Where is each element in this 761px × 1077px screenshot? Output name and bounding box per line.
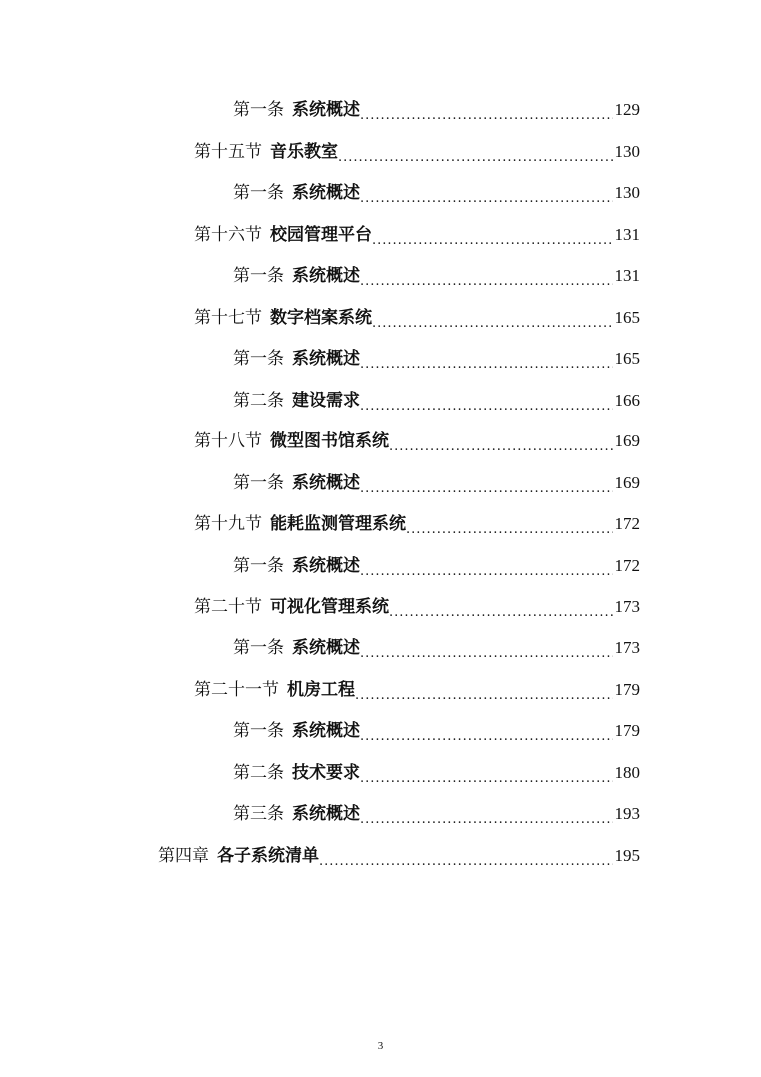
toc-entry-page: 130 xyxy=(614,142,640,161)
dot-leader xyxy=(355,677,613,703)
dot-leader xyxy=(360,635,613,661)
toc-entry[interactable] xyxy=(233,470,640,496)
toc-entry-page: 173 xyxy=(614,597,640,616)
toc-entry-number: 第一条 xyxy=(233,100,284,120)
toc-entry-number: 第十六节 xyxy=(194,225,262,245)
toc-entry-title: 系统概述 xyxy=(292,638,360,658)
toc-entry[interactable] xyxy=(233,346,640,372)
toc-entry-title: 微型图书馆系统 xyxy=(270,431,389,451)
toc-entry-title: 系统概述 xyxy=(292,473,360,493)
toc-entry-title: 机房工程 xyxy=(287,680,355,700)
toc-entry-page: 173 xyxy=(614,638,640,657)
toc-entry[interactable] xyxy=(233,718,640,744)
toc-entry-page: 165 xyxy=(614,308,640,327)
toc-entry-page: 131 xyxy=(614,266,640,285)
toc-entry[interactable] xyxy=(233,388,640,414)
toc-entry[interactable] xyxy=(158,843,640,869)
toc-entry-title: 系统概述 xyxy=(292,721,360,741)
toc-entry-page: 193 xyxy=(614,804,640,823)
toc-entry-number: 第二十节 xyxy=(194,597,262,617)
toc-entry-number: 第三条 xyxy=(233,804,284,824)
toc-entry-title: 能耗监测管理系统 xyxy=(270,514,406,534)
dot-leader xyxy=(360,760,613,786)
dot-leader xyxy=(372,222,613,248)
toc-entry-number: 第十八节 xyxy=(194,431,262,451)
toc-entry-number: 第二十一节 xyxy=(194,680,279,700)
toc-entry[interactable] xyxy=(194,305,640,331)
toc-entry-page: 172 xyxy=(614,556,640,575)
dot-leader xyxy=(360,470,613,496)
toc-entry-number: 第一条 xyxy=(233,556,284,576)
toc-entry-page: 179 xyxy=(614,680,640,699)
toc-entry-page: 166 xyxy=(614,391,640,410)
toc-entry-number: 第一条 xyxy=(233,349,284,369)
dot-leader xyxy=(360,263,613,289)
toc-entry-page: 130 xyxy=(614,183,640,202)
dot-leader xyxy=(360,346,613,372)
toc-entry-title: 建设需求 xyxy=(292,391,360,411)
toc-entry-number: 第一条 xyxy=(233,183,284,203)
toc-entry-title: 系统概述 xyxy=(292,804,360,824)
toc-entry-page: 169 xyxy=(614,473,640,492)
toc-entry-page: 180 xyxy=(614,763,640,782)
dot-leader xyxy=(360,553,613,579)
toc-entry[interactable] xyxy=(233,801,640,827)
dot-leader xyxy=(360,801,613,827)
toc-entry-number: 第十七节 xyxy=(194,308,262,328)
toc-entry-title: 音乐教室 xyxy=(270,142,338,162)
dot-leader xyxy=(389,428,613,454)
toc-entry-title: 可视化管理系统 xyxy=(270,597,389,617)
dot-leader xyxy=(372,305,613,331)
dot-leader xyxy=(360,97,613,123)
toc-entry-number: 第一条 xyxy=(233,473,284,493)
toc-entry[interactable] xyxy=(194,594,640,620)
toc-entry[interactable] xyxy=(233,97,640,123)
dot-leader xyxy=(319,843,613,869)
toc-entry-title: 系统概述 xyxy=(292,349,360,369)
toc-entry-page: 131 xyxy=(614,225,640,244)
toc-entry[interactable] xyxy=(233,180,640,206)
dot-leader xyxy=(406,511,613,537)
toc-entry-page: 165 xyxy=(614,349,640,368)
toc-entry[interactable] xyxy=(194,511,640,537)
toc-entry-title: 系统概述 xyxy=(292,183,360,203)
toc-entry-title: 系统概述 xyxy=(292,100,360,120)
dot-leader xyxy=(338,139,613,165)
dot-leader xyxy=(389,594,613,620)
toc-entry[interactable] xyxy=(233,635,640,661)
toc-entry-page: 195 xyxy=(614,846,640,865)
toc-entry-number: 第十五节 xyxy=(194,142,262,162)
toc-entry[interactable] xyxy=(194,677,640,703)
toc-entry-number: 第一条 xyxy=(233,721,284,741)
toc-entry-page: 169 xyxy=(614,431,640,450)
page-number: 3 xyxy=(377,1040,384,1052)
dot-leader xyxy=(360,388,613,414)
toc-entry-title: 校园管理平台 xyxy=(270,225,372,245)
toc-entry[interactable] xyxy=(233,760,640,786)
toc-entry[interactable] xyxy=(233,263,640,289)
dot-leader xyxy=(360,180,613,206)
toc-entry-title: 数字档案系统 xyxy=(270,308,372,328)
toc-entry-title: 系统概述 xyxy=(292,556,360,576)
toc-entry-title: 系统概述 xyxy=(292,266,360,286)
toc-entry[interactable] xyxy=(233,553,640,579)
toc-entry-page: 179 xyxy=(614,721,640,740)
toc-entry-number: 第十九节 xyxy=(194,514,262,534)
toc-entry-number: 第一条 xyxy=(233,638,284,658)
toc-entry-page: 129 xyxy=(614,100,640,119)
toc-entry-number: 第二条 xyxy=(233,391,284,411)
toc-entry[interactable] xyxy=(194,139,640,165)
toc-entry[interactable] xyxy=(194,428,640,454)
toc-entry-title: 各子系统清单 xyxy=(217,846,319,866)
toc-entry-title: 技术要求 xyxy=(292,763,360,783)
dot-leader xyxy=(360,718,613,744)
toc-entry-number: 第四章 xyxy=(158,846,209,866)
toc-entry[interactable] xyxy=(194,222,640,248)
toc-entry-number: 第一条 xyxy=(233,266,284,286)
toc-entry-number: 第二条 xyxy=(233,763,284,783)
toc-entry-page: 172 xyxy=(614,514,640,533)
